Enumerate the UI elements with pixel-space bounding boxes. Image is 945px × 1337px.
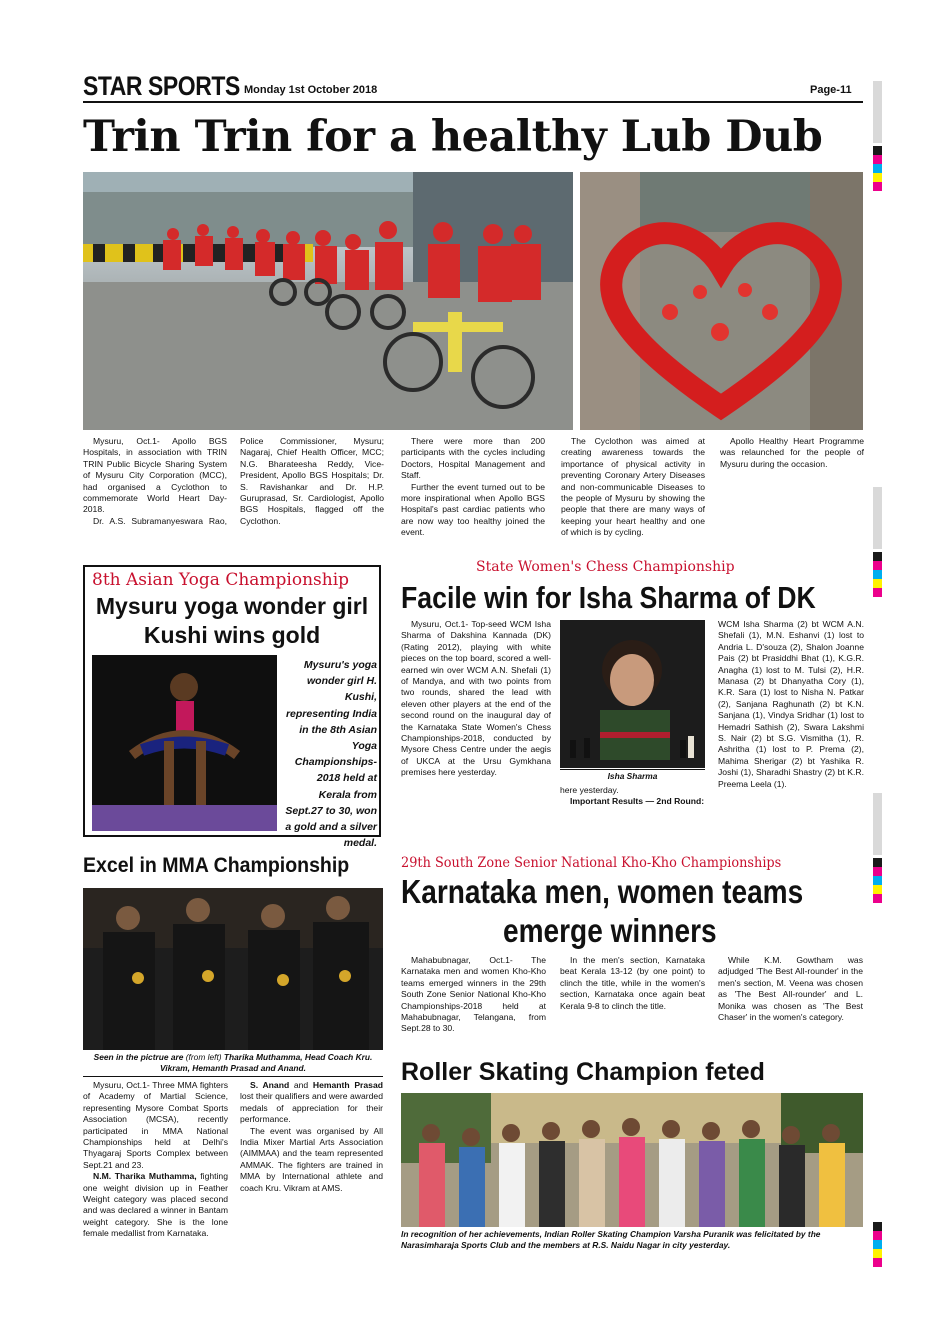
lead-paragraph: Police Commissioner, Mysuru; Nagaraj, Chief Health Officer, MCC; N.G. Bharateesha Reddy, Vice-President, Apollo BGS Hospitals; Dr. S. Ravishankar and Dr. H.P. Guruprasad, Sr. Cardiologist, Apollo BGS Hospitals, flagged off the Cyclothon. bbox=[240, 436, 384, 526]
mma-headline: Excel in MMA Championship bbox=[83, 854, 350, 877]
lead-paragraph: The Cyclothon was aimed at creating awareness towards the importance of physical activity in preventing Coronary Artery Diseases and non-communicable Diseases to the people of Mysuru by showing the people that there are many ways of keeping your heart healthy and one of which is by cycling. bbox=[561, 436, 705, 538]
khokho-paragraph: In the men's section, Karnataka beat Kerala 13-12 (by one point) to clinch the title, while in the women's section, Karnataka once again beat Kerala 9-8 to clinch the title. bbox=[560, 955, 705, 1011]
lead-headline: Trin Trin for a healthy Lub Dub bbox=[83, 112, 823, 162]
chess-results-label: Important Results — 2nd Round: bbox=[570, 796, 705, 807]
mma-caption-names: Tharika Muthamma, Head Coach Kru. Vikram, Hemanth Prasad and Anand. bbox=[160, 1052, 373, 1073]
lead-column-1 bbox=[83, 436, 227, 527]
mma-paragraph-text: fighting one weight division up in Feather Weight category was placed second and was declared a winner in Bantam weight category. She is the lone female medallist from Karnataka. bbox=[83, 1171, 228, 1239]
khokho-headline-2: emerge winners bbox=[503, 912, 717, 949]
yoga-kicker: 8th Asian Yoga Championship bbox=[92, 570, 350, 590]
mma-paragraph-text: lost their qualifiers and were awarded medals of appreciation for their performance. bbox=[240, 1091, 383, 1125]
header-rule bbox=[83, 101, 863, 103]
mma-column-2 bbox=[240, 1080, 383, 1264]
khokho-kicker: 29th South Zone Senior National Kho-Kho Championships bbox=[401, 855, 782, 871]
side-bar-1 bbox=[873, 81, 882, 143]
yoga-body: Mysuru's yoga wonder girl H. Kushi, representing India in the 8th Asian Yoga Championships-2018 held at Kerala from Sept.27 to 30, won a gold and a silver medal. bbox=[285, 659, 377, 850]
skating-photo-caption: In recognition of her achievements, Indian Roller Skating Champion Varsha Puranik was felicitated by the Narasimharaja Sports Club and the members at R.S. Naidu Nagar in city yesterday. bbox=[401, 1229, 821, 1250]
mma-rule bbox=[83, 1076, 383, 1077]
chess-results: WCM Isha Sharma (2) bt WCM A.N. Shefali (1), M.N. Eshanvi (1) lost to Andria L. D'souza (2), Shalon Joanne Pais (2) bt Prasiddhi Bhat (1), K.G.R. Anagha (1) lost to M. Tulsi (2), H.R. Manasa (2) bt Dhanyatha Cory (1), K.R. Sara (1) lost to Nisha N. Patkar (2), Sanjana Raghunath (2) bt K.N. Sanjana (1), Vindya Sridhar (1) lost to Hemadri Sathish (2), Swara Lakshmi S. Nair (2) bt S.G. Vismitha (1), R. Ashritha (1) lost to P. Prema (2), Mahima Sherigar (2) bt Yashika R. Joshi (1), Sharadhi Shastry (2) bt K.R. Preema Leela (1). bbox=[718, 619, 864, 789]
side-bar-3 bbox=[873, 793, 882, 855]
khokho-paragraph: Mahabubnagar, Oct.1- The Karnataka men and women Kho-Kho teams emerged winners in the 29th South Zone Senior National Kho-Kho Championships-2018 held at Mahabubnagar, Telangana, from Sept.28 to 30. bbox=[401, 955, 546, 1034]
skating-photo bbox=[401, 1093, 863, 1227]
chess-results-lead bbox=[560, 796, 705, 807]
lead-column-2 bbox=[240, 436, 384, 550]
chess-column-2: here yesterday. Important Results — 2nd Round: bbox=[560, 785, 705, 807]
lead-paragraph: Apollo Healthy Heart Programme was relaunched for the people of Mysuru during the occasion. bbox=[720, 436, 864, 469]
registration-mark-4 bbox=[873, 1222, 882, 1267]
chess-column-3 bbox=[718, 619, 864, 841]
lead-column-4 bbox=[561, 436, 705, 550]
mma-caption-from: (from left) bbox=[185, 1052, 222, 1062]
lead-column-3 bbox=[401, 436, 545, 550]
mma-name: S. Anand bbox=[250, 1080, 290, 1090]
side-bar-2 bbox=[873, 487, 882, 549]
chess-column-1 bbox=[401, 619, 551, 841]
chess-kicker: State Women's Chess Championship bbox=[476, 559, 735, 575]
khokho-column-1 bbox=[401, 955, 546, 1053]
registration-mark-3 bbox=[873, 858, 882, 903]
mma-name: N.M. Tharika Muthamma, bbox=[93, 1171, 197, 1182]
yoga-headline: Mysuru yoga wonder girl Kushi wins gold bbox=[95, 593, 369, 648]
mma-name: Hemanth Prasad bbox=[312, 1080, 383, 1090]
khokho-column-3 bbox=[718, 955, 863, 1053]
lead-column-5 bbox=[720, 436, 864, 550]
khokho-paragraph: While K.M. Gowtham was adjudged 'The Best All-rounder' in the men's section, M. Veena was chosen as 'The Best All-rounder' and L. Monika was chosen as 'The Best Chaser' in the women's category. bbox=[718, 955, 863, 1023]
lead-paragraph: Dr. A.S. Subramanyeswara Rao, bbox=[93, 515, 227, 526]
mma-paragraph bbox=[240, 1080, 383, 1126]
mma-and: and bbox=[293, 1080, 309, 1090]
mma-paragraph: The event was organised by All India Mixer Martial Arts Association (AIMMAA) and the team represented AMMAK. The fighters are trained in MMA by International athlete and coach Kru. Vikram at AMS. bbox=[240, 1125, 383, 1193]
khokho-headline-1: Karnataka men, women teams bbox=[401, 873, 804, 910]
mma-photo-caption bbox=[83, 1052, 383, 1074]
lead-paragraph: There were more than 200 participants with the cycles including Doctors, Hospital Management and Staff. bbox=[401, 436, 545, 481]
chess-headline: Facile win for Isha Sharma of DK bbox=[401, 580, 816, 615]
chess-photo-caption: Isha Sharma bbox=[560, 769, 705, 782]
skating-headline: Roller Skating Champion feted bbox=[401, 1058, 765, 1086]
issue-date: Monday 1st October 2018 bbox=[244, 84, 378, 96]
registration-mark-1 bbox=[873, 146, 882, 191]
mma-paragraph: Mysuru, Oct.1- Three MMA fighters of Academy of Martial Science, representing Mysore Combat Sports Association (MCSA), recently participated in MMA National Championships held at Delhi's Thyagaraj Sports Complex between Sept.21 and 23. bbox=[83, 1080, 228, 1170]
heart-formation-photo bbox=[580, 172, 863, 430]
page-number: Page-11 bbox=[810, 84, 852, 96]
registration-mark-2 bbox=[873, 552, 882, 597]
khokho-column-2 bbox=[560, 955, 705, 1053]
chess-paragraph: Mysuru, Oct.1- Top-seed WCM Isha Sharma of Dakshina Kannada (DK) (Rating 2012), playing with white pieces on the top board, scored a well-earned win over WCM A.N. Shefali (1) of Mandya, and with two points from two rounds, shared the lead with eleven other players at the end of the second round on the inaugural day of the Karnataka State Women's Chess Championships-2018, conducted by Mysore Chess Centre under the aegis of UKCA at the Ursu Gymkhana premises here yesterday. bbox=[401, 619, 551, 778]
mma-photo bbox=[83, 888, 383, 1050]
lead-paragraph: Mysuru, Oct.1- Apollo BGS Hospitals, in association with TRIN TRIN Public Bicycle Sharing System of Mysuru City Corporation (MCC), had organised a Cyclothon to commemorate World Heart Day-2018. bbox=[83, 436, 227, 515]
chess-photo bbox=[560, 620, 705, 768]
lead-paragraph: Further the event turned out to be more inspirational when Apollo BGS Hospital's past cardiac patients who are now way too healthy joined the event. bbox=[401, 481, 545, 538]
mma-paragraph bbox=[83, 1171, 228, 1239]
cyclothon-photo bbox=[83, 172, 573, 430]
mma-caption-lead: Seen in the pictrue are bbox=[93, 1052, 184, 1062]
mma-column-1 bbox=[83, 1080, 228, 1264]
section-title: STAR SPORTS bbox=[83, 71, 240, 101]
yoga-photo bbox=[92, 655, 277, 831]
